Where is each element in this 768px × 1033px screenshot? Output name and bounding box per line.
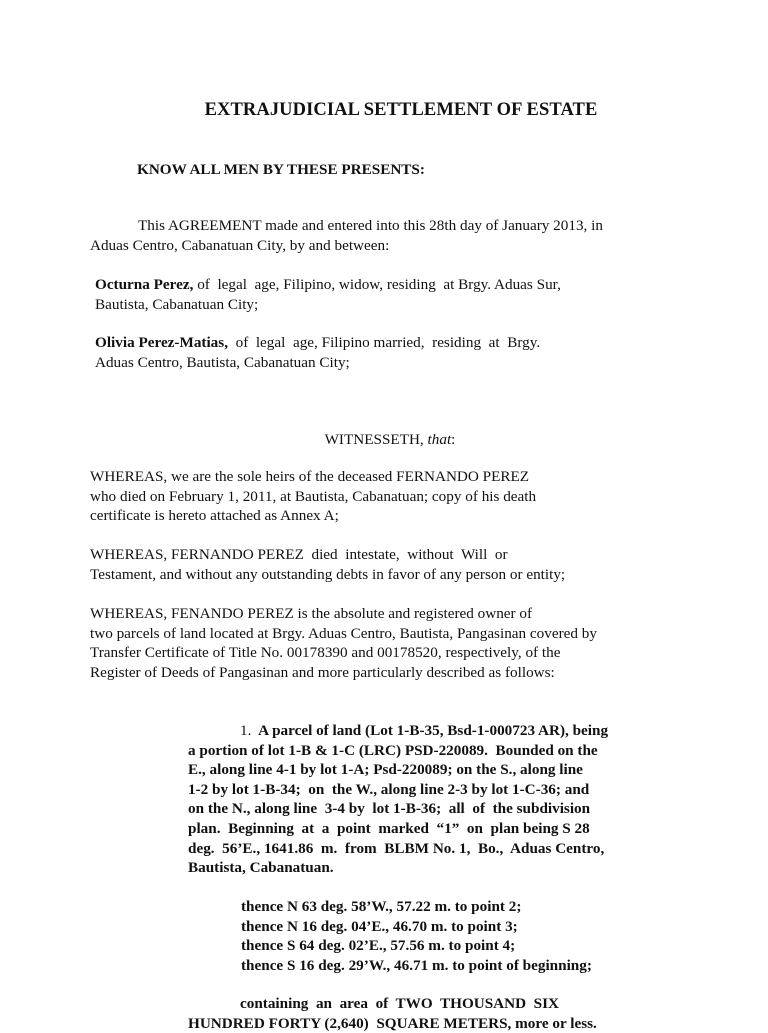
whereas-intestate	[90, 545, 662, 584]
whereas-line: who died on February 1, 2011, at Bautista, Cabanatuan; copy of his death	[90, 487, 537, 505]
party-name: Octurna Perez,	[95, 276, 194, 293]
property-line: deg. 56’E., 1641.86 m. from BLBM No. 1, Bo., Aduas Centro,	[188, 839, 605, 857]
whereas-owner	[90, 604, 682, 682]
property-line: A parcel of land (Lot 1-B-35, Bsd-1-000723 AR), being	[258, 722, 609, 739]
metes-and-bounds	[241, 897, 592, 975]
party-octurna	[95, 275, 623, 314]
witnesseth-that: that	[427, 431, 452, 448]
party-name: Olivia Perez-Matias,	[95, 334, 228, 351]
document-title: EXTRAJUDICIAL SETTLEMENT OF ESTATE	[204, 100, 598, 120]
whereas-line: WHEREAS, FENANDO PEREZ is the absolute and registered owner of	[90, 605, 533, 622]
metes-line: thence S 16 deg. 29’W., 46.71 m. to point of beginning;	[241, 956, 592, 974]
party-olivia	[95, 333, 623, 372]
whereas-line: Transfer Certificate of Title No. 00178390 and 00178520, respectively, of the	[90, 644, 561, 662]
metes-line: thence N 16 deg. 04’E., 46.70 m. to point 3;	[241, 917, 518, 935]
metes-line: thence S 64 deg. 02’E., 57.56 m. to point 4;	[241, 937, 516, 955]
area-statement	[188, 994, 644, 1033]
party-address: Bautista, Cabanatuan City;	[95, 295, 259, 313]
property-line: E., along line 4-1 by lot 1-A; Psd-220089; on the S., along line	[188, 761, 583, 779]
area-line: HUNDRED FORTY (2,640) SQUARE METERS, more or less.	[188, 1014, 597, 1032]
area-line: containing an area of TWO THOUSAND SIX	[240, 995, 559, 1012]
whereas-line: two parcels of land located at Brgy. Aduas Centro, Bautista, Pangasinan covered by	[90, 624, 597, 642]
property-description	[188, 721, 654, 878]
property-line: plan. Beginning at a point marked “1” on plan being S 28	[188, 819, 590, 837]
document-subheading: KNOW ALL MEN BY THESE PRESENTS:	[137, 161, 425, 178]
witnesseth-heading	[0, 430, 768, 450]
party-address: Aduas Centro, Bautista, Cabanatuan City;	[95, 353, 350, 371]
witnesseth-word: WITNESSETH,	[324, 431, 428, 448]
property-line: Bautista, Cabanatuan.	[188, 859, 334, 877]
intro-line: Aduas Centro, Cabanatuan City, by and between:	[90, 236, 390, 254]
whereas-line: Testament, and without any outstanding debts in favor of any person or entity;	[90, 565, 566, 583]
whereas-line: certificate is hereto attached as Annex A;	[90, 507, 339, 525]
witnesseth-colon: :	[451, 431, 456, 448]
party-details: of legal age, Filipino married, residing at Brgy.	[228, 334, 541, 351]
intro-line: This AGREEMENT made and entered into this 28th day of January 2013, in	[138, 217, 603, 234]
whereas-line: WHEREAS, FERNANDO PEREZ died intestate, without Will or	[90, 546, 508, 563]
whereas-line: Register of Deeds of Pangasinan and more particularly described as follows:	[90, 663, 555, 681]
property-line: 1-2 by lot 1-B-34; on the W., along line 2-3 by lot 1-C-36; and	[188, 780, 590, 798]
party-details: of legal age, Filipino, widow, residing at Brgy. Aduas Sur,	[193, 276, 561, 293]
whereas-heirs	[90, 467, 638, 526]
property-number: 1.	[240, 722, 252, 739]
whereas-line: WHEREAS, we are the sole heirs of the deceased FERNANDO PEREZ	[90, 468, 530, 485]
intro-paragraph	[90, 216, 662, 255]
metes-line: thence N 63 deg. 58’W., 57.22 m. to point 2;	[241, 898, 522, 915]
property-line: a portion of lot 1-B & 1-C (LRC) PSD-220089. Bounded on the	[188, 741, 598, 759]
property-line: on the N., along line 3-4 by lot 1-B-36; all of the subdivision	[188, 800, 591, 818]
